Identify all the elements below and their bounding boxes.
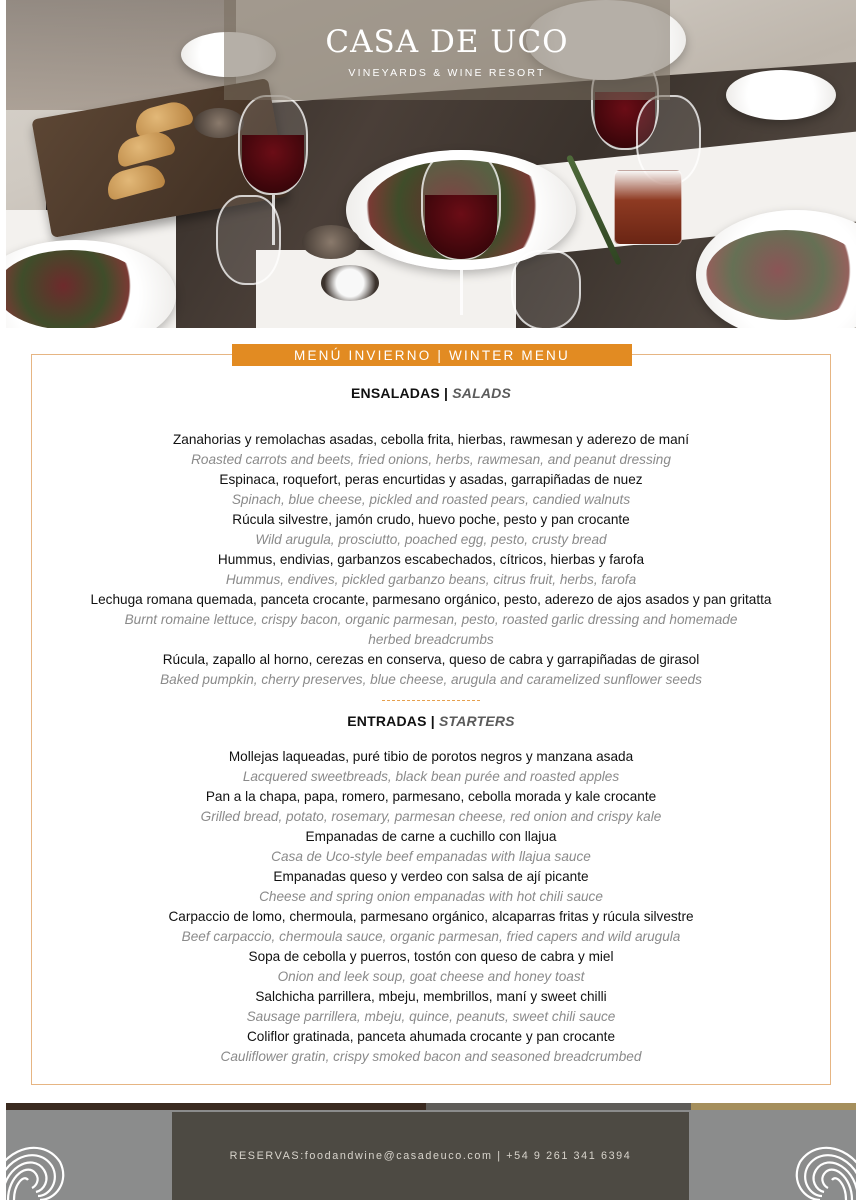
dish-name-en: Onion and leek soup, goat cheese and honey toast [277, 969, 585, 984]
menu-item [31, 867, 831, 907]
salads-heading-en: SALADS [452, 385, 511, 401]
menu-item [31, 510, 831, 550]
dish-name-en: Baked pumpkin, cherry preserves, blue cheese, arugula and caramelized sunflower seeds [160, 672, 702, 687]
dish-name-es: Mollejas laqueadas, puré tibio de porotos negros y manzana asada [228, 749, 634, 764]
starters-heading-en: STARTERS [438, 713, 515, 729]
salads-heading [31, 385, 831, 401]
salads-section [31, 385, 831, 690]
menu-item [31, 650, 831, 690]
heading-separator: | [439, 385, 453, 401]
dish-name-en: Lacquered sweetbreads, black bean purée and roasted apples [242, 769, 620, 784]
reservations-contact: RESERVAS:foodandwine@casadeuco.com | +54 9 261 341 6394 [229, 1150, 632, 1162]
dish-name-en: Sausage parrillera, mbeju, quince, peanuts, sweet chili sauce [246, 1009, 616, 1024]
starters-section [31, 713, 831, 1067]
dish-name-es: Espinaca, roquefort, peras encurtidas y asadas, garrapiñadas de nuez [219, 472, 643, 487]
dish-name-es: Zanahorias y remolachas asadas, cebolla frita, hierbas, rawmesan y aderezo de maní [172, 432, 690, 447]
dish-name-es: Carpaccio de lomo, chermoula, parmesano orgánico, alcaparras fritas y rúcula silvestre [168, 909, 694, 924]
dish-name-en: Burnt romaine lettuce, crispy bacon, organic parmesan, pesto, roasted garlic dressing and homemade herbed breadcrumbs [124, 612, 738, 647]
dish-name-en: Wild arugula, prosciutto, poached egg, pesto, crusty bread [255, 532, 607, 547]
heading-separator: | [426, 713, 439, 729]
dish-name-en: Hummus, endives, pickled garbanzo beans, citrus fruit, herbs, farofa [225, 572, 637, 587]
menu-item [31, 787, 831, 827]
brand-logo [224, 0, 670, 100]
dish-name-es: Coliflor gratinada, panceta ahumada crocante y pan crocante [246, 1029, 615, 1044]
brand-name: CASA DE UCO [325, 24, 569, 60]
dish-name-es: Empanadas de carne a cuchillo con llajua [305, 829, 557, 844]
dish-name-es: Rúcula, zapallo al horno, cerezas en conserva, queso de cabra y garrapiñadas de girasol [162, 652, 700, 667]
dish-name-en: Grilled bread, potato, rosemary, parmesan cheese, red onion and crispy kale [200, 809, 662, 824]
casa-de-uco-emblem-icon [788, 1122, 860, 1200]
menu-item [31, 947, 831, 987]
brand-tagline: VINEYARDS & WINE RESORT [348, 67, 546, 79]
starters-heading [31, 713, 831, 729]
dish-name-en: Spinach, blue cheese, pickled and roasted pears, candied walnuts [231, 492, 631, 507]
menu-item [31, 550, 831, 590]
dish-name-en: Cauliflower gratin, crispy smoked bacon and seasoned breadcrumbed [220, 1049, 642, 1064]
dish-name-en: Cheese and spring onion empanadas with hot chili sauce [259, 889, 603, 904]
dish-name-es: Empanadas queso y verdeo con salsa de ají picante [273, 869, 589, 884]
dish-name-en: Beef carpaccio, chermoula sauce, organic parmesan, fried capers and wild arugula [181, 929, 681, 944]
dish-name-es: Lechuga romana quemada, panceta crocante, parmesano orgánico, pesto, aderezo de ajos asados y pan gritatta [90, 592, 772, 607]
salads-heading-es: ENSALADAS [351, 385, 440, 401]
menu-item [31, 1027, 831, 1067]
menu-item [31, 590, 831, 650]
dish-name-en: Roasted carrots and beets, fried onions, herbs, rawmesan, and peanut dressing [191, 452, 671, 467]
menu-item [31, 430, 831, 470]
dish-name-es: Hummus, endivias, garbanzos escabechados, cítricos, hierbas y farofa [217, 552, 645, 567]
casa-de-uco-emblem-icon [0, 1122, 72, 1200]
starters-heading-es: ENTRADAS [347, 713, 427, 729]
dish-name-es: Sopa de cebolla y puerros, tostón con queso de cabra y miel [248, 949, 614, 964]
dish-name-en: Casa de Uco-style beef empanadas with llajua sauce [271, 849, 591, 864]
menu-item [31, 470, 831, 510]
menu-title-banner: MENÚ INVIERNO | WINTER MENU [232, 344, 632, 366]
dish-name-es: Salchicha parrillera, mbeju, membrillos, maní y sweet chilli [255, 989, 607, 1004]
section-divider [382, 700, 480, 701]
footer-contact-panel [172, 1112, 689, 1200]
menu-item [31, 907, 831, 947]
menu-item [31, 747, 831, 787]
menu-item [31, 827, 831, 867]
dish-name-es: Pan a la chapa, papa, romero, parmesano, cebolla morada y kale crocante [205, 789, 657, 804]
menu-item [31, 987, 831, 1027]
dish-name-es: Rúcula silvestre, jamón crudo, huevo poche, pesto y pan crocante [232, 512, 630, 527]
